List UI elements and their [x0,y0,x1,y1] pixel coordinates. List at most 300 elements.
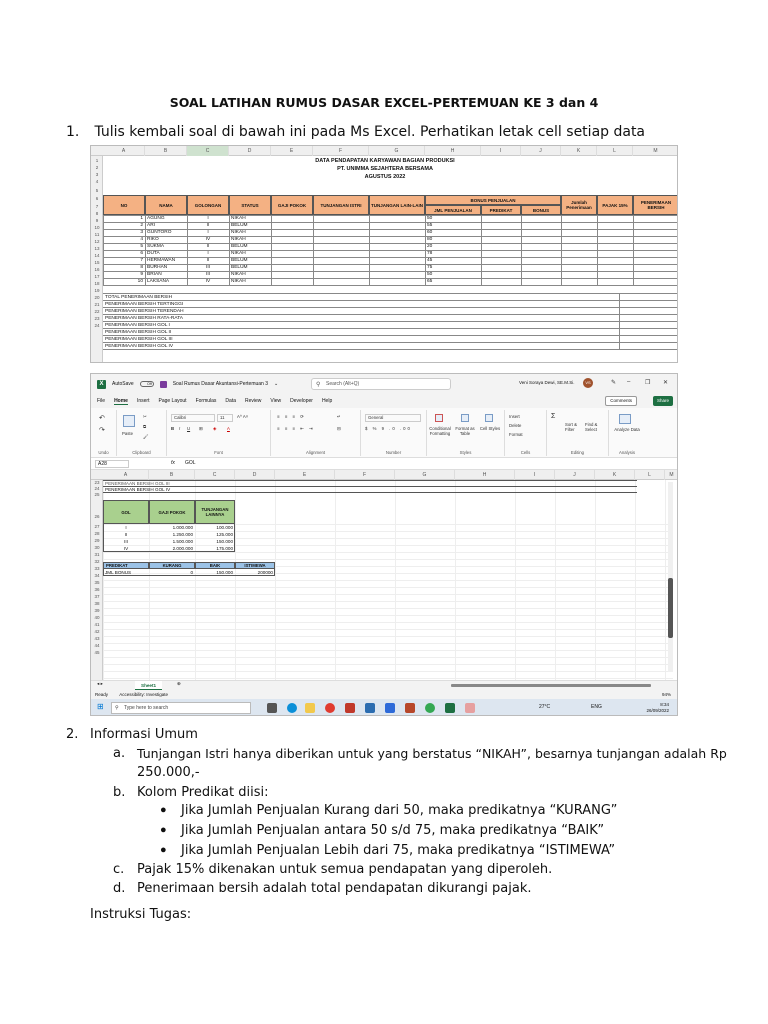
row-no: 9 [140,272,143,277]
file-name: Soal Rumus Dasar Akuntansi-Pertemuan 3 [172,381,269,387]
gridline [103,664,673,665]
gol-cell: II [124,532,128,537]
autosave-toggle[interactable]: Off [140,381,154,387]
row-number[interactable]: 34 [94,573,100,578]
header-tunjangan-lain: TUNJANGAN LAIN-LAIN [369,195,425,215]
gridline [103,636,673,637]
menu-bar [91,394,677,408]
gridline [103,314,678,315]
ribbon-group-analysis [609,410,645,456]
gridline [103,678,673,679]
row-jml: 50 [427,272,433,277]
gridline [455,480,456,680]
item-c-text: Pajak 15% dikenakan untuk semua pendapatan yang diperoleh. [137,862,553,877]
scrollbar-thumb[interactable] [668,578,673,638]
gridline [103,552,673,553]
outlook-icon[interactable] [365,703,375,713]
row-gol: III [206,265,210,270]
header-status: STATUS [229,195,271,215]
group-label: Undo [98,450,109,455]
summary-label: PENERIMAAN BERSIH TERENDAH [105,309,184,314]
row-gol: I [207,251,209,256]
share-button[interactable]: Share [653,396,673,406]
row-number[interactable]: 27 [94,524,100,529]
item-b-text: Kolom Predikat diisi: [137,785,269,800]
row-nama: BRIAN [147,272,162,277]
tab-nav-icon[interactable]: ◂ ▸ [97,681,103,686]
col-header: M [633,146,678,156]
row-gol: IV [205,237,211,242]
ribbon [91,408,677,458]
gridline [103,629,673,630]
ribbon-group-font [167,410,271,456]
row-header-bar: 1 2 3 4 5 6 7 8 9 10 11 12 13 14 15 16 17 18 19 20 21 22 23 24 [91,156,103,362]
format-painter-icon[interactable]: 🖌 [143,434,149,439]
gridline [665,480,666,680]
row-gol: IV [205,279,211,284]
bullet-text: Jika Jumlah Penjualan Kurang dari 50, maka predikatnya “KURANG” [181,803,618,818]
gridline [561,215,562,285]
header-nama: NAMA [145,195,187,215]
row-header-bar [91,480,103,680]
merge-icon[interactable]: ⊟ [337,426,341,431]
undo-icon[interactable]: ↶ [99,415,105,422]
summary-label: PENERIMAAN BERSIH TERTINGGI [105,302,184,307]
conditional-formatting-icon[interactable] [435,414,443,422]
gridline [633,215,634,285]
gridline [103,300,678,301]
instruksi-tugas: Instruksi Tugas: [90,907,192,922]
cell-row23: PENERIMAAN BERSIH GOL III [105,481,170,486]
col-header: B [145,146,187,156]
restore-icon[interactable]: ❐ [645,380,651,386]
gridline [481,215,482,285]
jml-bonus-label: JML BONUS [105,570,132,575]
excel-taskbar-icon[interactable] [445,703,455,713]
app-icon-red[interactable] [345,703,355,713]
menu-page-layout[interactable]: Page Layout [158,398,187,404]
row-status: NIKAH [231,216,246,221]
cond-fmt-label[interactable]: Conditional Formatting [429,426,451,436]
paste-label[interactable]: Paste [122,431,133,436]
row-nama: DUTA [147,251,160,256]
file-explorer-icon[interactable] [305,703,315,713]
bonus-kurang: 0 [190,570,193,575]
info-number: 2. [66,727,79,742]
row-number[interactable]: 23 [94,480,100,485]
row-status: BELUM [231,223,248,228]
menu-home[interactable]: Home [114,397,128,404]
format-table-icon[interactable] [461,414,469,422]
row-number[interactable]: 40 [94,615,100,620]
spreadsheet-image-1 [90,145,678,363]
gridline [103,293,678,294]
search-input[interactable] [311,378,451,390]
user-name: Veni Soraya Dewi, SE.M.Si. [519,380,575,385]
paste-icon[interactable] [123,415,135,427]
excel-window [90,373,678,716]
row-jml: 60 [427,230,433,235]
gridline [313,215,314,285]
summary-label: TOTAL PENERIMAAN BERSIH [105,295,173,300]
status-bar [91,690,677,699]
info-heading: Informasi Umum [90,727,198,742]
row-status: NIKAH [231,272,246,277]
row-number[interactable]: 24 [94,486,100,491]
menu-data[interactable]: Data [225,398,236,404]
cell-styles-icon[interactable] [485,414,493,422]
gridline [595,480,596,680]
kurang-header: KURANG [149,562,195,569]
gridline [619,293,620,349]
gridline [515,480,516,680]
gridline [103,335,678,336]
gaji-cell: 1.500.000 [172,539,193,544]
sheet-title-1: DATA PENDAPATAN KARYAWAN BAGIAN PRODUKSI [315,158,455,164]
menu-insert[interactable]: Insert [136,398,150,404]
row-nama: HERMAWAN [147,258,176,263]
row-number[interactable]: 29 [94,538,100,543]
row-gol: I [207,216,209,221]
vertical-scrollbar[interactable] [668,482,673,672]
group-label: Clipboard [132,450,151,455]
col-header: E [271,146,313,156]
row-gol: II [206,223,210,228]
row-nama: GUNTORO [147,230,172,235]
gridline [103,657,673,658]
header-penerimaan-bersih: PENERIMAAN BERSIH [633,195,678,215]
copy-icon[interactable]: ⧉ [143,424,147,429]
group-label: Analysis [618,450,635,455]
row-nama: ARI [147,223,155,228]
gridline [103,615,673,616]
col-header: I [481,146,521,156]
gridline [369,215,370,285]
align-left-icons[interactable]: ≡ ≡ ≡ ⇤ ⇥ [277,426,315,431]
ribbon-group-editing [547,410,609,456]
istimewa-header: ISTIMEWA [235,562,275,569]
header-predikat: PREDIKAT [481,205,521,215]
menu-view[interactable]: View [270,398,282,404]
delete-cells-button[interactable]: Delete [509,423,522,428]
header-gaji-pokok: GAJI POKOK [271,195,313,215]
gol-cell: I [125,525,127,530]
header-jumlah-penerimaan: Jumlah Penerimaan [561,195,597,215]
gridline [103,349,678,350]
gridline [103,671,673,672]
save-icon[interactable] [160,381,167,388]
col-header: D [229,146,271,156]
header-jml-penjualan: JML PENJUALAN [425,205,481,215]
ribbon-group-styles [427,410,505,456]
row-number[interactable]: 42 [94,629,100,634]
word-icon[interactable] [385,703,395,713]
row-number[interactable]: 30 [94,545,100,550]
row-nama: RIKO [147,237,159,242]
question-1-number: 1. [66,124,80,140]
gridline [103,622,673,623]
group-label: Cells [520,450,531,455]
font-name-select[interactable]: Calibri [171,414,215,422]
task-view-icon[interactable] [267,703,277,713]
grow-font-icon[interactable]: A^ A˅ [237,414,249,419]
column-header-bar [91,146,677,156]
border-line [103,486,637,487]
autosave-label: AutoSave [112,381,134,387]
row-no: 10 [137,279,143,284]
gridline [103,342,678,343]
row-no: 4 [140,237,143,242]
comments-button[interactable]: Comments [605,396,637,406]
col-header: L [597,146,633,156]
item-b-label: b. [113,785,126,800]
item-c-label: c. [113,862,125,877]
row-status: BELUM [231,258,248,263]
header-pajak: PAJAK 15% [597,195,633,215]
format-table-label[interactable]: Format as Table [455,426,475,436]
group-label: Alignment [305,450,326,455]
row-number[interactable]: 28 [94,531,100,536]
tunjangan-header: TUNJANGAN LAINNYA [195,500,235,524]
column-header-bar: A B C D E F G H I J K L M [91,470,677,480]
excel-logo-icon: X [97,380,106,389]
row-nama: BURHAN [147,265,168,270]
name-box[interactable]: A28 [95,460,129,468]
date-text: 26/09/2022 [646,707,669,713]
sheet-tabs-bar [91,680,677,690]
item-a-label: a. [113,746,126,761]
baik-header: BAIK [195,562,235,569]
ribbon-group-number [361,410,427,456]
row-number[interactable]: 32 [94,559,100,564]
question-1-text: Tulis kembali soal di bawah ini pada Ms Excel. Perhatikan letak cell setiap data [94,124,646,140]
chrome-icon[interactable] [425,703,435,713]
row-jml: 55 [427,223,433,228]
search-placeholder: Search (Alt+Q) [326,381,360,387]
row-status: NIKAH [231,279,246,284]
row-jml: 50 [427,216,433,221]
row-number[interactable]: 45 [94,650,100,655]
row-no: 3 [140,230,143,235]
row-no: 2 [140,223,143,228]
cut-icon[interactable]: ✂ [143,414,147,419]
accessibility-status[interactable]: Accessibility: Investigate [119,692,169,697]
find-select-button[interactable]: Find & Select [585,422,598,432]
analyze-data-label[interactable]: Analyze Data [614,427,640,432]
row-number[interactable]: 43 [94,636,100,641]
gridline [103,559,673,560]
row-nama: LAKSANA [147,279,170,284]
row-no: 8 [140,265,143,270]
sheet-title-2: PT. UNIMMA SEJAHTERA BERSAMA [337,166,433,172]
time-text: 8:34 [660,702,669,707]
row-number[interactable]: 25 [94,492,100,497]
summary-label: PENERIMAAN BERSIH GOL I [105,323,170,328]
gridline [635,480,636,680]
row-no: 6 [140,251,143,256]
col-header: C [187,146,229,156]
weather-text: 27°C [539,704,551,710]
align-top-icons[interactable]: ≡ ≡ ≡ ⟳ [277,414,306,419]
clock[interactable] [646,702,669,713]
bonus-istimewa: 200000 [257,570,273,575]
menu-review[interactable]: Review [244,398,262,404]
row-number[interactable]: 38 [94,601,100,606]
font-color-icon[interactable]: A [227,426,230,431]
horizontal-scrollbar[interactable] [451,684,651,687]
formula-input[interactable]: GOL [185,460,196,466]
fill-color-icon[interactable]: ◈ [213,426,217,431]
gridline [103,643,673,644]
row-jml: 75 [427,265,433,270]
row-status: NIKAH [231,237,246,242]
close-icon[interactable]: ✕ [663,380,669,386]
gol-cell: IV [123,546,129,551]
item-a-text1: Tunjangan Istri hanya diberikan untuk yang berstatus “NIKAH”, besarnya tunjangan adalah Rp [137,746,727,761]
border-line [103,480,637,481]
ribbon-group-clipboard [117,410,167,456]
cell-styles-label[interactable]: Cell Styles [479,426,501,431]
sort-filter-button[interactable]: Sort & Filter [565,422,577,432]
wrap-text-icon[interactable]: ↵ [337,414,341,419]
header-golongan: GOLONGAN [187,195,229,215]
bold-icon[interactable]: B [171,426,175,431]
autosum-icon[interactable]: Σ [551,413,556,420]
col-header: H [425,146,481,156]
gridline [103,328,678,329]
app-icon-pink[interactable] [465,703,475,713]
row-gol: II [206,244,210,249]
gridline [395,480,396,680]
avatar[interactable]: VS [583,378,593,388]
italic-icon[interactable]: I [179,426,181,431]
gaji-cell: 1.000.000 [172,525,193,530]
redo-icon[interactable]: ↷ [99,427,105,434]
zoom-level[interactable]: 94% [661,692,671,697]
underline-icon[interactable]: U [187,426,191,431]
col-header: F [313,146,369,156]
item-d-text: Penerimaan bersih adalah total pendapatan dikurangi pajak. [137,881,532,896]
row-status: BELUM [231,265,248,270]
analyze-data-icon[interactable] [619,414,631,424]
row-jml: 65 [427,279,433,284]
header-bonus-penjualan: BONUS PENJUALAN [425,195,561,205]
borders-icon[interactable]: ⊞ [199,426,203,431]
question-1 [66,124,645,140]
insert-cells-button[interactable]: Insert [509,414,520,419]
menu-formulas[interactable]: Formulas [195,398,217,404]
search-icon: ⚲ [115,705,119,711]
bullet-text: Jika Jumlah Penjualan antara 50 s/d 75, maka predikatnya “BAIK” [181,823,605,838]
group-label: Styles [459,450,472,455]
minimize-icon[interactable]: – [627,379,631,385]
row-gol: I [207,230,209,235]
currency-icons[interactable]: $ % 9 .0 .00 [365,426,412,431]
header-tunjangan-istri: TUNJANGAN ISTRI [313,195,369,215]
summary-label: PENERIMAAN BERSIH GOL IV [105,344,174,349]
gridline [103,608,673,609]
row-number[interactable]: 39 [94,608,100,613]
windows-start-icon[interactable]: ⊞ [97,702,104,711]
format-cells-button[interactable]: Format [509,432,523,437]
opera-icon[interactable] [325,703,335,713]
gridline [335,480,336,680]
fx-label[interactable]: fx [171,460,175,466]
header-no: NO [103,195,145,215]
row-number[interactable]: 36 [94,587,100,592]
menu-file[interactable]: File [97,398,106,404]
border-line [103,492,637,493]
ribbon-group-cells [505,410,547,456]
row-gol: III [206,272,210,277]
tab-sheet1[interactable]: Sheet1 [135,681,162,690]
number-format-select[interactable]: General [365,414,421,422]
group-label: Editing [570,450,585,455]
row-no: 1 [140,216,143,221]
row-number[interactable]: 31 [94,552,100,557]
gridline [235,480,236,680]
taskbar-search[interactable] [111,702,251,714]
row-number[interactable]: 35 [94,580,100,585]
row-number[interactable]: 26 [94,514,100,519]
summary-label: PENERIMAAN BERSIH RATA-RATA [105,316,184,321]
gridline [103,580,673,581]
add-sheet-icon[interactable]: ⊕ [177,681,181,686]
chevron-down-icon[interactable]: ⌄ [274,381,279,387]
menu-help[interactable]: Help [321,398,333,404]
col-header: G [369,146,425,156]
gridline [103,587,673,588]
gridline [103,321,678,322]
bullet-text: Jika Jumlah Penjualan Lebih dari 75, maka predikatnya “ISTIMEWA” [181,843,616,858]
bonus-baik: 150.000 [216,570,233,575]
bullet-icon: ● [160,824,167,836]
group-label: Font [214,450,223,455]
tunj-cell: 125.000 [216,532,233,537]
menu-developer[interactable]: Developer [290,398,313,404]
windows-taskbar [91,699,677,716]
powerpoint-icon[interactable] [405,703,415,713]
col-header: A [103,146,145,156]
item-d-label: d. [113,881,126,896]
row-number[interactable]: 41 [94,622,100,627]
document-title: SOAL LATIHAN RUMUS DASAR EXCEL-PERTEMUAN KE 3 dan 4 [169,95,599,110]
tunj-cell: 100.000 [216,525,233,530]
gridline [271,215,272,285]
taskbar-search-placeholder: Type here to search [124,705,169,711]
formula-bar [91,458,677,470]
row-jml: 45 [427,258,433,263]
row-status: NIKAH [231,251,246,256]
sheet-title-3: AGUSTUS 2022 [364,174,406,180]
tunj-cell: 175.000 [216,546,233,551]
gridline [103,650,673,651]
edge-icon[interactable] [287,703,297,713]
status-ready: Ready [95,692,109,697]
gridline [275,480,276,680]
worksheet-grid[interactable] [91,470,677,680]
row-no: 7 [140,258,143,263]
gridline [103,307,678,308]
font-size-select[interactable]: 11 [217,414,233,422]
row-number[interactable]: 33 [94,566,100,571]
row-jml: 78 [427,251,433,256]
row-number[interactable]: 44 [94,643,100,648]
item-a-text2: 250.000,- [137,765,200,780]
pen-icon[interactable]: ✎ [611,380,617,386]
summary-label: PENERIMAAN BERSIH GOL III [105,337,173,342]
row-number[interactable]: 37 [94,594,100,599]
